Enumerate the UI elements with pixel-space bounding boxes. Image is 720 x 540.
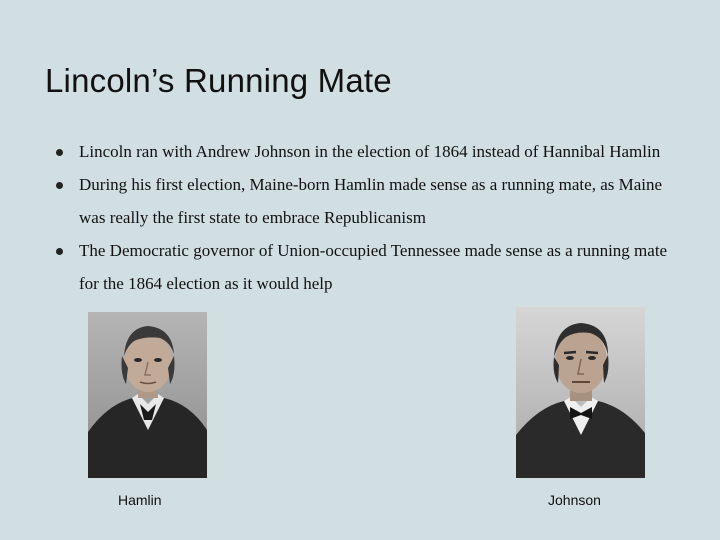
bullet-item	[55, 135, 680, 168]
bullet-icon	[56, 248, 63, 255]
bullet-text: The Democratic governor of Union-occupied Tennessee made sense as a running mate for the 1864 election as it would help	[79, 241, 668, 293]
johnson-caption: Johnson	[548, 492, 601, 508]
hamlin-portrait	[88, 312, 207, 478]
bullet-text: During his first election, Maine-born Hamlin made sense as a running mate, as Maine was really the first state to embrace Republicanism	[79, 175, 663, 227]
bullet-list	[55, 135, 680, 300]
hamlin-caption: Hamlin	[118, 492, 162, 508]
johnson-portrait	[516, 307, 645, 478]
slide-title: Lincoln’s Running Mate	[45, 62, 392, 99]
bullet-item	[55, 168, 680, 234]
bullet-icon	[56, 182, 63, 189]
bullet-item	[55, 234, 680, 300]
portrait-hamlin-icon	[88, 312, 207, 478]
bullet-icon	[56, 149, 63, 156]
portrait-johnson-icon	[516, 307, 645, 478]
bullet-text: Lincoln ran with Andrew Johnson in the election of 1864 instead of Hannibal Hamlin	[79, 142, 661, 161]
